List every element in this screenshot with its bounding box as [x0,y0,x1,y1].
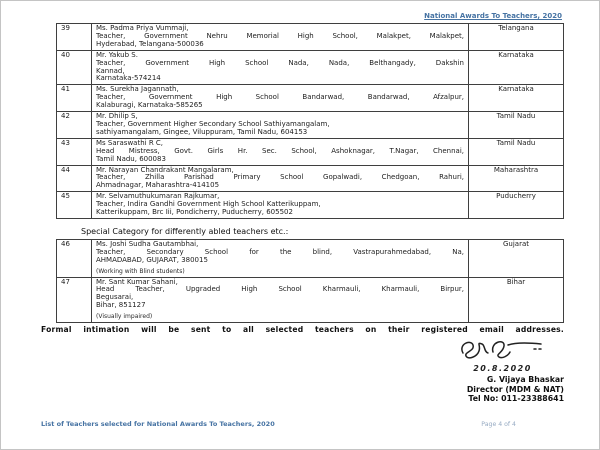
serial-number-cell: 43 [57,138,92,165]
teacher-school-address [96,249,464,265]
document-footer [41,420,562,428]
teacher-school-address [96,60,464,84]
serial-number-cell: 46 [57,239,92,277]
teacher-details-cell [92,24,469,51]
signature-date: 20.8.2020 [473,364,532,374]
teacher-name: Ms. Padma Priya Vummaji, [96,24,189,32]
serial-number-cell: 39 [57,24,92,51]
address-line: Teacher, Government High School Bandarwad, Bandarwad, Afzalpur, [96,93,464,102]
teacher-details-cell [92,50,469,85]
teacher-school-address [96,94,464,110]
serial-number-cell: 42 [57,112,92,139]
teacher-name: Mr. Narayan Chandrakant Mangalaram, [96,165,234,174]
table-row [57,165,564,192]
address-line: Teacher, Indira Gandhi Government High School Katterikuppam, [96,200,321,209]
table-row [57,192,564,219]
footer-page-number: Page 4 of 4 [481,421,516,428]
formal-intimation-notice: Formal intimation will be sent to all selected teachers on their registered email addresses. [41,325,564,335]
teacher-details-cell [92,85,469,112]
teacher-school-address [96,121,464,137]
state-cell: Karnataka [469,85,564,112]
state-cell: Maharashtra [469,165,564,192]
state-cell: Gujarat [469,239,564,277]
state-cell: Tamil Nadu [469,138,564,165]
address-line: Hyderabad, Telangana-500036 [96,39,204,48]
serial-number-cell: 41 [57,85,92,112]
address-line: Kalaburagi, Karnataka-585265 [96,101,203,110]
serial-number-cell: 47 [57,277,92,323]
table-row [57,50,564,85]
teacher-name: Ms Saraswathi R C, [96,138,164,147]
address-line: AHMADABAD, GUJARAT, 380015 [96,255,208,264]
teacher-details-cell [92,239,469,277]
address-line: Head Mistress, Govt. Girls Hr. Sec. School, Ashoknagar, T.Nagar, Chennai, [96,146,464,155]
state-cell: Tamil Nadu [469,112,564,139]
signer-name: G. Vijaya Bhaskar [486,375,564,385]
address-line: Bihar, 851127 [96,301,146,310]
signer-phone: Tel No: 011-23388641 [468,394,564,404]
teacher-school-address [96,148,464,164]
address-line: Karnataka-574214 [96,74,161,83]
awards-table-main [56,23,564,219]
special-category-heading: Special Category for differently abled teachers etc.: [81,226,289,236]
disability-note: (Working with Blind students) [96,267,185,275]
signature-block [56,337,564,404]
address-line: Teacher, Government Higher Secondary School Sathiyamangalam, [96,119,330,128]
awards-table-special-category [56,239,564,323]
teacher-name: Mr. Selvamuthukumaran Rajkumar, [96,192,220,201]
state-cell: Puducherry [469,192,564,219]
state-cell: Bihar [469,277,564,323]
address-line: Ahmadnagar, Maharashtra-414105 [96,181,220,190]
footer-title: List of Teachers selected for National Awards To Teachers, 2020 [41,420,275,428]
address-line: Teacher, Government Nehru Memorial High School, Malakpet, Malakpet, [96,31,464,40]
teacher-details-cell [92,192,469,219]
address-line: Tamil Nadu, 600083 [96,154,166,163]
serial-number-cell: 44 [57,165,92,192]
state-cell: Karnataka [469,50,564,85]
teacher-school-address [96,286,464,310]
address-line: Teacher, Zhilla Parishad Primary School Gopalwadi, Chedgoan, Rahuri, [96,173,464,182]
table-row [57,277,564,323]
table-row [57,24,564,51]
document-content [41,23,564,404]
address-line: Teacher, Government High School Nada, Nada, Belthangady, Dakshin [96,58,464,67]
teacher-name: Mr. Yakub S. [96,50,138,59]
teacher-details-cell [92,112,469,139]
signer-designation: Director (MDM & NAT) [466,384,564,394]
table-row [57,112,564,139]
address-line: Katterikuppam, Brc Iii, Pondicherry, Puducherry, 605502 [96,208,293,217]
address-line: Teacher, Secondary School for the blind, Vastrapurahmedabad, Na, [96,247,464,256]
teacher-name: Mr. Sant Kumar Sahani, [96,277,178,286]
teacher-name: Ms. Surekha Jagannath, [96,85,179,94]
teacher-name: Ms. Joshi Sudha Gautambhai, [96,239,199,248]
signature-area [455,337,550,373]
teacher-details-cell [92,277,469,323]
table-row [57,239,564,277]
table-row [57,138,564,165]
address-line: Begusarai, [96,293,134,302]
state-cell: Telangana [469,24,564,51]
teacher-school-address [96,33,464,49]
teacher-school-address [96,174,464,190]
handwritten-signature-icon [455,337,550,365]
address-line: sathiyamangalam, Gingee, Viluppuram, Tamil Nadu, 604153 [96,127,308,136]
serial-number-cell: 40 [57,50,92,85]
table-row [57,85,564,112]
serial-number-cell: 45 [57,192,92,219]
document-header-title: National Awards To Teachers, 2020 [424,12,562,20]
address-line: Head Teacher, Upgraded High School Kharmauli, Kharmauli, Birpur, [96,285,464,294]
teacher-name: Mr. Dhilip S, [96,112,138,121]
teacher-details-cell [92,165,469,192]
teacher-school-address [96,201,464,217]
address-line: Kannad, [96,66,125,75]
teacher-details-cell [92,138,469,165]
disability-note: (Visually impaired) [96,313,153,321]
